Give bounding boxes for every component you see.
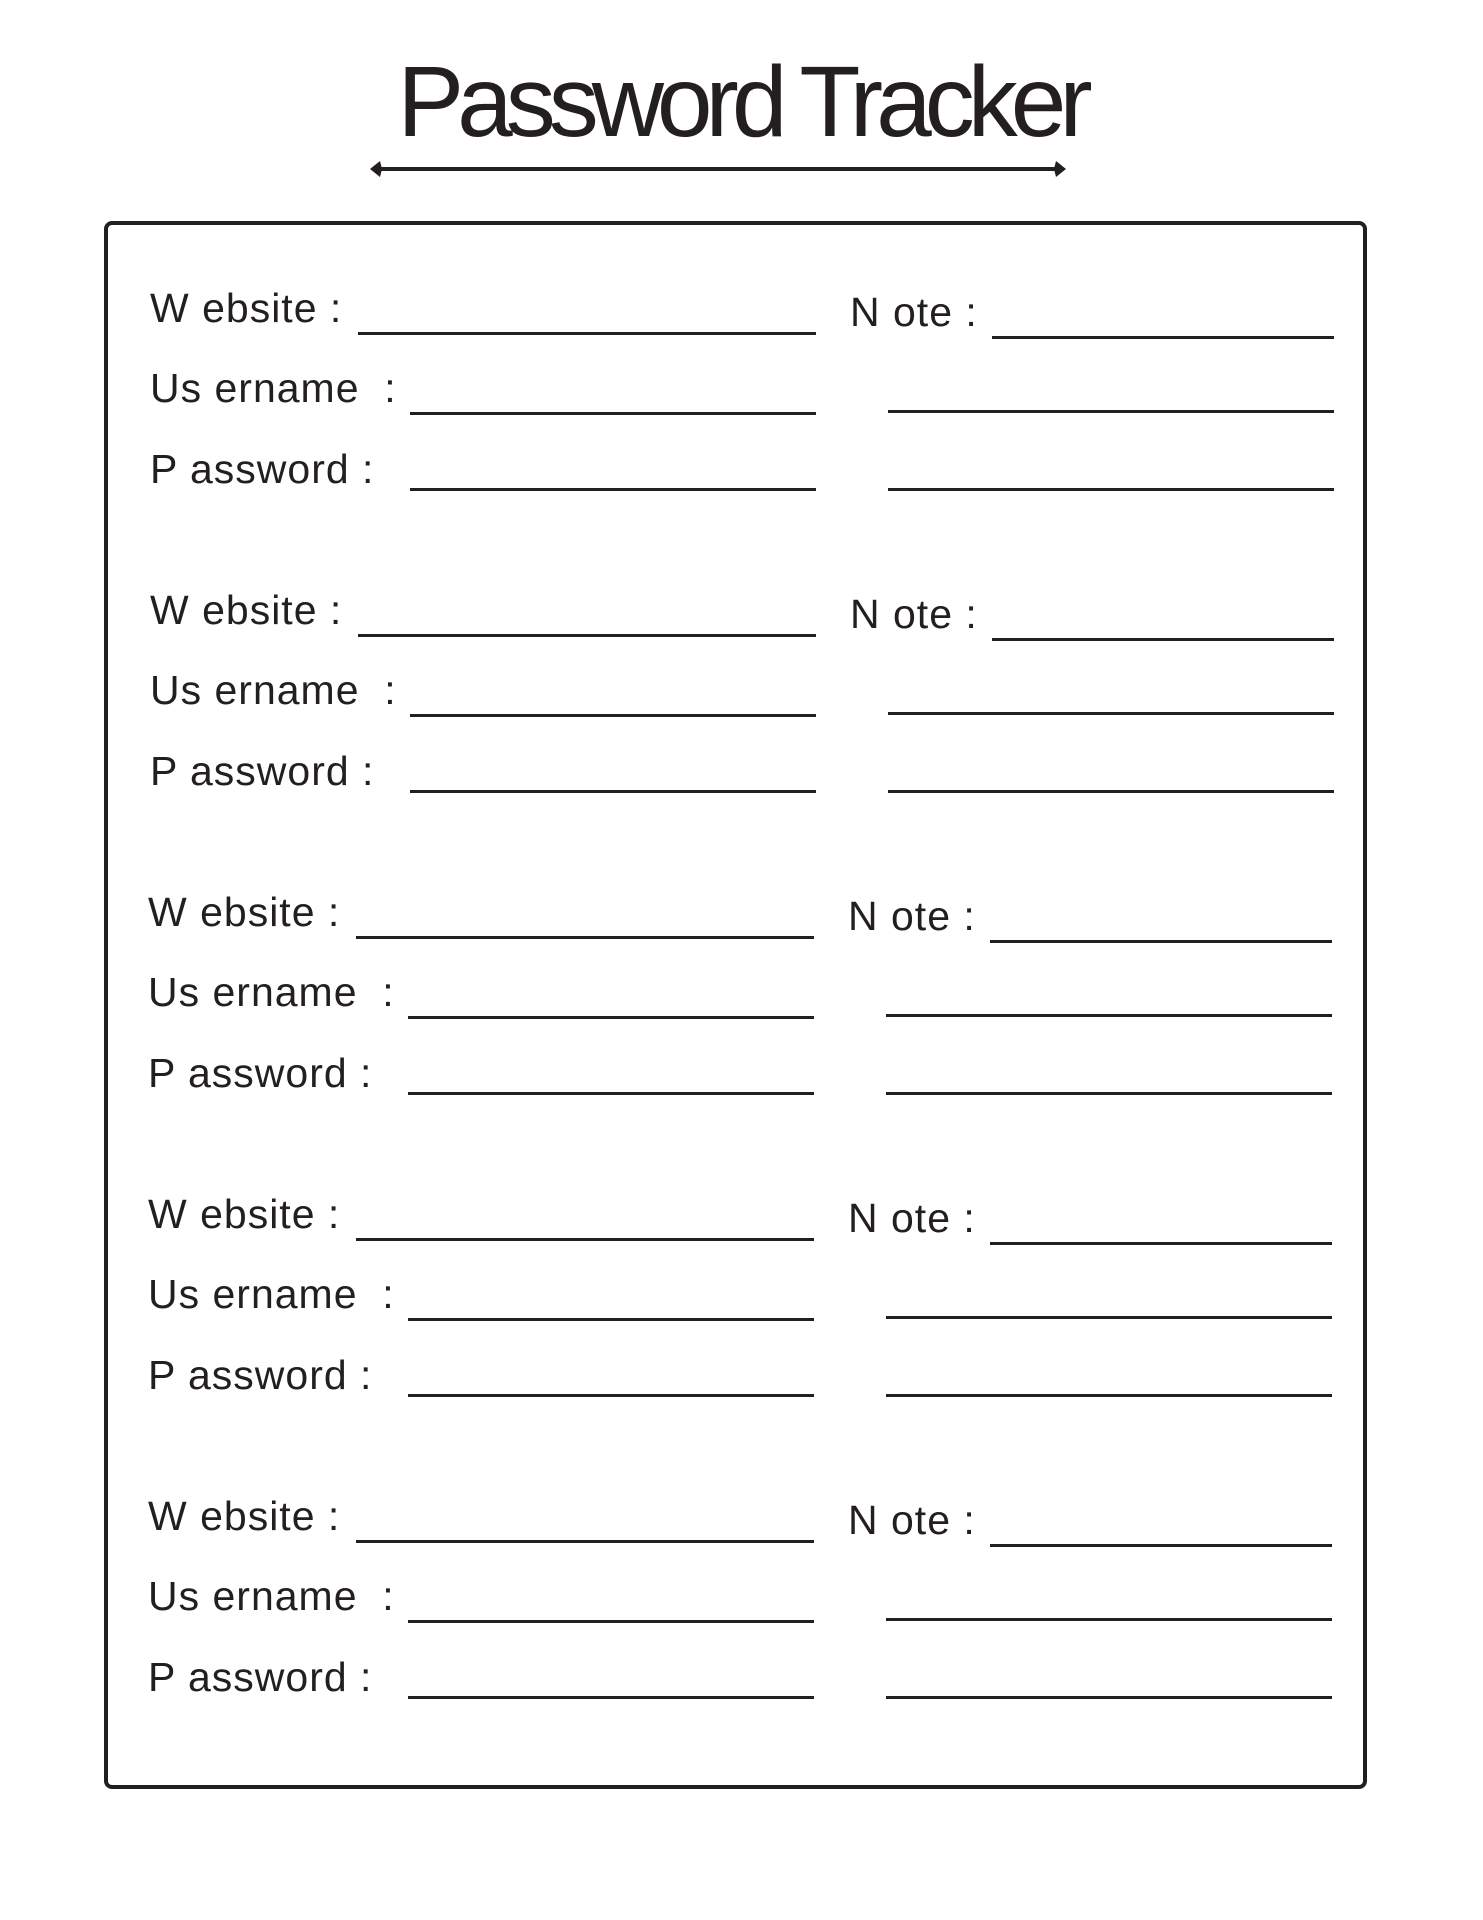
note-label: N ote : [848, 1497, 976, 1543]
website-label: W ebsite : [150, 285, 343, 331]
username-field-line[interactable] [408, 1016, 814, 1019]
password-label: P assword : [148, 1352, 373, 1398]
note-label: N ote : [850, 591, 978, 637]
password-field-line[interactable] [410, 790, 816, 793]
username-label: Us ername : [148, 1573, 395, 1619]
note-field-line[interactable] [990, 1544, 1332, 1547]
website-field-line[interactable] [356, 1238, 814, 1241]
website-field-line[interactable] [356, 936, 814, 939]
website-label: W ebsite : [148, 889, 341, 935]
note-field-line[interactable] [990, 940, 1332, 943]
username-field-line[interactable] [410, 714, 816, 717]
note-field-line[interactable] [886, 1092, 1332, 1095]
note-field-line[interactable] [990, 1242, 1332, 1245]
password-label: P assword : [150, 446, 375, 492]
note-label: N ote : [850, 289, 978, 335]
note-field-line[interactable] [888, 410, 1334, 413]
password-field-line[interactable] [410, 488, 816, 491]
website-label: W ebsite : [148, 1191, 341, 1237]
password-field-line[interactable] [408, 1394, 814, 1397]
note-field-line[interactable] [886, 1696, 1332, 1699]
note-field-line[interactable] [992, 336, 1334, 339]
username-label: Us ername : [150, 667, 397, 713]
username-label: Us ername : [148, 1271, 395, 1317]
username-field-line[interactable] [408, 1620, 814, 1623]
website-field-line[interactable] [358, 634, 816, 637]
website-field-line[interactable] [356, 1540, 814, 1543]
note-field-line[interactable] [886, 1394, 1332, 1397]
page-title: Password Tracker [397, 46, 1086, 158]
password-field-line[interactable] [408, 1092, 814, 1095]
note-label: N ote : [848, 893, 976, 939]
website-label: W ebsite : [148, 1493, 341, 1539]
note-field-line[interactable] [888, 488, 1334, 491]
username-label: Us ername : [148, 969, 395, 1015]
note-field-line[interactable] [886, 1014, 1332, 1017]
password-label: P assword : [148, 1654, 373, 1700]
note-field-line[interactable] [888, 790, 1334, 793]
username-field-line[interactable] [408, 1318, 814, 1321]
password-field-line[interactable] [408, 1696, 814, 1699]
note-field-line[interactable] [888, 712, 1334, 715]
note-field-line[interactable] [992, 638, 1334, 641]
username-field-line[interactable] [410, 412, 816, 415]
password-label: P assword : [150, 748, 375, 794]
password-label: P assword : [148, 1050, 373, 1096]
note-label: N ote : [848, 1195, 976, 1241]
website-field-line[interactable] [358, 332, 816, 335]
note-field-line[interactable] [886, 1618, 1332, 1621]
note-field-line[interactable] [886, 1316, 1332, 1319]
title-underline-ornament [368, 154, 1068, 184]
website-label: W ebsite : [150, 587, 343, 633]
username-label: Us ername : [150, 365, 397, 411]
